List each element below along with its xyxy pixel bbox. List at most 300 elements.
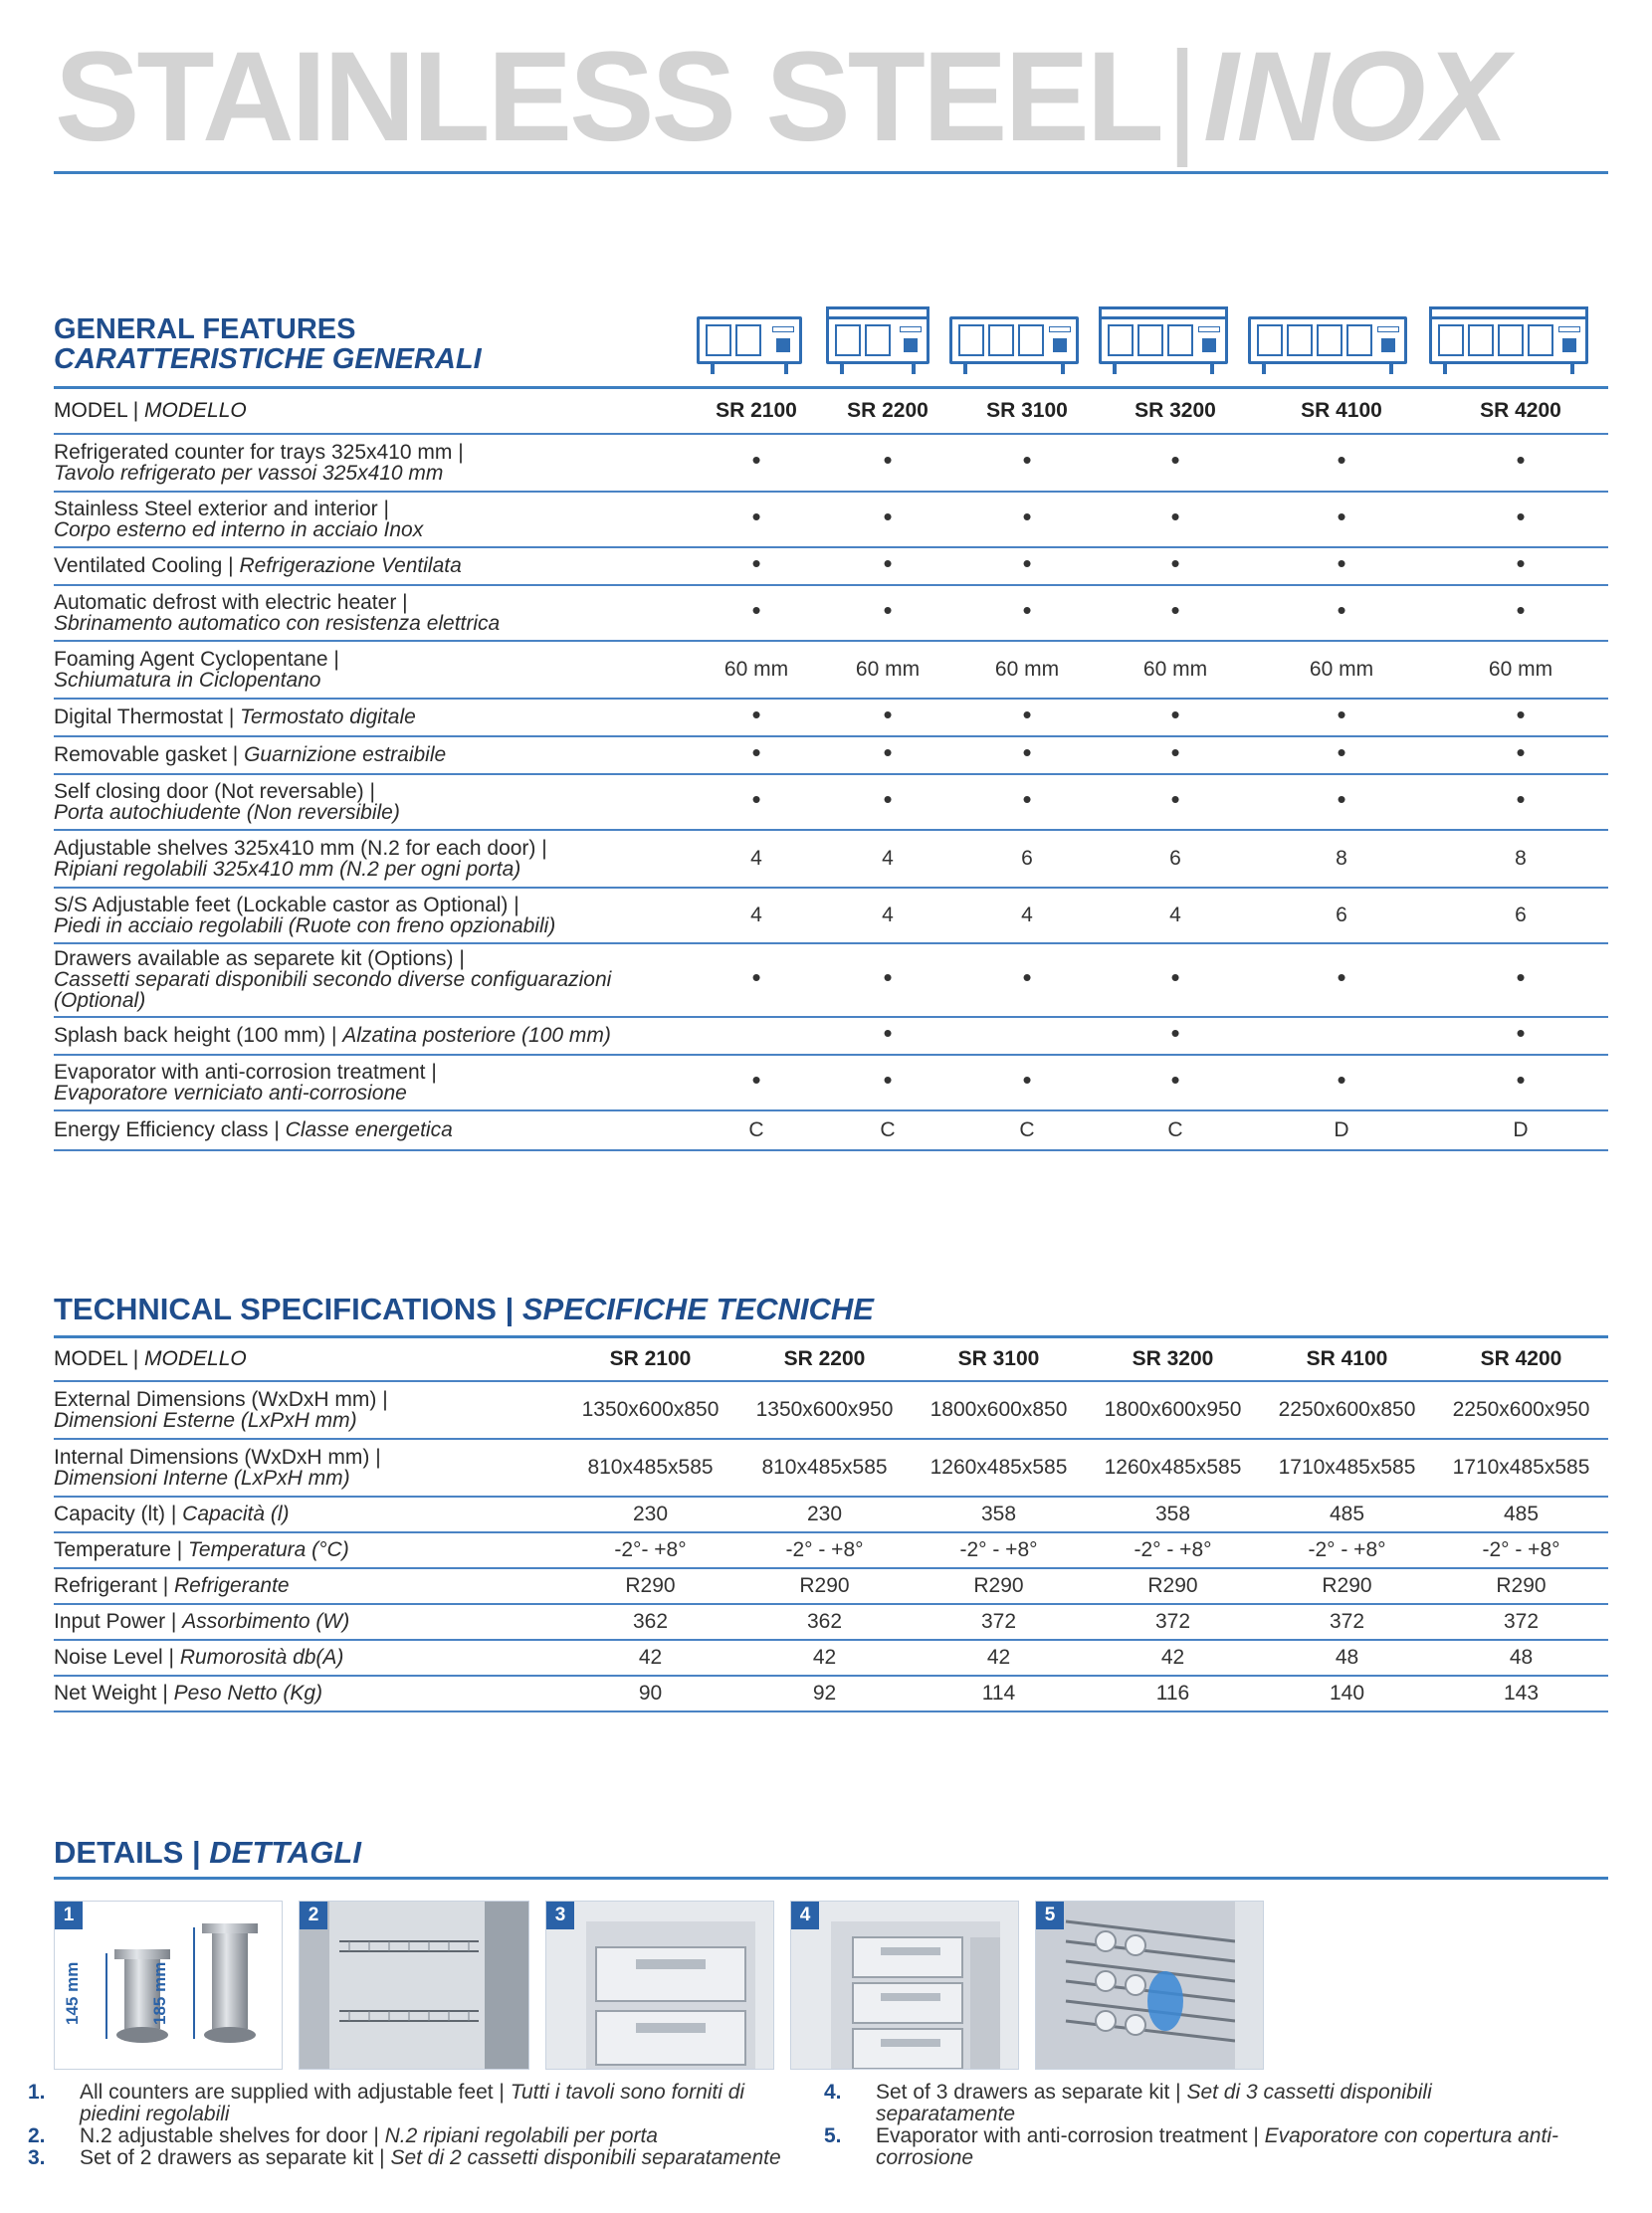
model-label-it: MODELLO [144, 1346, 247, 1370]
cell-value: 810x485x585 [587, 1455, 714, 1479]
model-header: SR 4200 [1434, 1337, 1608, 1381]
cell-value: • [883, 783, 893, 814]
table-cell [691, 888, 822, 943]
cell-value: • [883, 444, 893, 475]
row-label-en: Drawers available as separete kit (Options) | [54, 947, 465, 970]
row-label [54, 699, 691, 736]
cell-value: C [880, 1117, 896, 1141]
cell-value: • [883, 1064, 893, 1095]
cell-value: • [1516, 699, 1526, 729]
row-label [54, 1532, 563, 1568]
table-cell [1250, 1110, 1433, 1150]
table-cell [563, 1439, 737, 1497]
note-item [824, 2124, 1566, 2169]
table-cell [822, 774, 953, 830]
row-label-en: Evaporator with anti-corrosion treatment | [54, 1060, 437, 1084]
cell-value: • [1516, 736, 1526, 767]
table-cell [1101, 547, 1250, 585]
row-label [54, 1017, 691, 1055]
table-row [54, 585, 1608, 641]
table-cell [1434, 1439, 1608, 1497]
table-cell [1434, 1532, 1608, 1568]
table-row [54, 736, 1608, 774]
general-heading-it: CARATTERISTICHE GENERALI [54, 343, 482, 375]
table-row [54, 492, 1608, 547]
row-label-it: Alzatina posteriore (100 mm) [342, 1024, 611, 1047]
table-cell [822, 1055, 953, 1110]
table-cell [822, 943, 953, 1017]
table-cell [1433, 434, 1608, 492]
counter-4-door-icon [1248, 306, 1407, 380]
cell-value: • [1022, 699, 1032, 729]
technical-heading-en: TECHNICAL SPECIFICATIONS [54, 1292, 497, 1326]
note-item [28, 2146, 790, 2169]
table-cell [1434, 1676, 1608, 1711]
technical-header-row [54, 1337, 1608, 1381]
cell-value: • [883, 1017, 893, 1048]
details-notes-right [824, 2081, 1566, 2169]
cell-value: • [1170, 1064, 1180, 1095]
row-label-it: Refrigerazione Ventilata [239, 554, 462, 577]
counter-2-door-icon [697, 306, 802, 380]
table-cell [1433, 547, 1608, 585]
table-cell [822, 699, 953, 736]
cell-value: • [1170, 961, 1180, 992]
table-cell [822, 641, 953, 699]
cell-value: 6 [1169, 846, 1181, 870]
technical-spec-table [54, 1335, 1608, 1712]
table-cell [1260, 1532, 1434, 1568]
table-cell [1086, 1439, 1260, 1497]
cell-value: D [1334, 1117, 1349, 1141]
model-label-en: MODEL [54, 1346, 127, 1370]
cell-value: D [1513, 1117, 1529, 1141]
cell-value: 48 [1509, 1645, 1534, 1669]
technical-spec-heading [54, 1292, 874, 1327]
cell-value: • [1022, 1064, 1032, 1095]
cell-value: 372 [1503, 1609, 1540, 1633]
cell-value: 230 [632, 1502, 669, 1525]
table-row [54, 1497, 1608, 1532]
table-cell [822, 1017, 953, 1055]
table-cell [912, 1497, 1086, 1532]
detail-image-2-drawers [545, 1901, 774, 2070]
cell-value: 2250x600x950 [1452, 1397, 1590, 1421]
note-en: All counters are supplied with adjustable feet | [80, 2081, 505, 2104]
cell-value: • [1516, 501, 1526, 531]
cell-value: • [1337, 783, 1346, 814]
row-label [54, 641, 691, 699]
note-it: Set di 3 cassetti disponibili separatamente [876, 2081, 1432, 2125]
row-label-en: Removable gasket | [54, 743, 239, 766]
cell-value: -2° - +8° [1134, 1537, 1212, 1561]
table-cell [1260, 1676, 1434, 1711]
table-cell [953, 888, 1101, 943]
table-cell [1433, 699, 1608, 736]
table-cell [953, 492, 1101, 547]
cell-value: 60 mm [1309, 657, 1374, 681]
cell-value: • [1516, 444, 1526, 475]
row-label-en: Adjustable shelves 325x410 mm (N.2 for each door) | [54, 836, 547, 860]
model-header: SR 3100 [912, 1337, 1086, 1381]
table-cell [912, 1381, 1086, 1439]
cell-value: R290 [1147, 1573, 1198, 1597]
table-cell [822, 1110, 953, 1150]
table-row [54, 830, 1608, 888]
note-item [28, 2081, 790, 2125]
table-cell [1250, 888, 1433, 943]
row-label-en: Splash back height (100 mm) | [54, 1024, 337, 1047]
cell-value: • [1170, 444, 1180, 475]
table-cell [822, 888, 953, 943]
cell-value: 4 [750, 903, 762, 926]
row-label [54, 1381, 563, 1439]
table-cell [563, 1568, 737, 1604]
detail-image-feet [54, 1901, 283, 2070]
note-item [28, 2124, 790, 2147]
row-label-en: Noise Level | [54, 1646, 175, 1669]
row-label-it: Cassetti separati disponibili secondo diverse configuarazioni (Optional) [54, 968, 612, 1012]
table-cell [1250, 585, 1433, 641]
row-label-it: Tavolo refrigerato per vassoi 325x410 mm [54, 461, 444, 485]
cell-value: 1350x600x950 [755, 1397, 894, 1421]
cell-value: • [883, 501, 893, 531]
details-heading-en: DETAILS [54, 1835, 184, 1870]
row-label-en: Input Power | [54, 1610, 177, 1633]
table-row [54, 1676, 1608, 1711]
row-label [54, 736, 691, 774]
cell-value: 143 [1503, 1681, 1540, 1705]
table-cell [691, 1055, 822, 1110]
table-cell [822, 830, 953, 888]
row-label [54, 1640, 563, 1676]
model-header: SR 4200 [1433, 388, 1608, 434]
cell-value: • [883, 594, 893, 625]
table-cell [1101, 699, 1250, 736]
cell-value: • [1022, 501, 1032, 531]
cell-value: 60 mm [855, 657, 921, 681]
cell-value: 42 [986, 1645, 1011, 1669]
cell-value: • [1022, 547, 1032, 578]
table-cell [953, 434, 1101, 492]
cell-value: • [1337, 444, 1346, 475]
table-cell [822, 434, 953, 492]
cell-value: 485 [1503, 1502, 1540, 1525]
details-rule [54, 1877, 1608, 1880]
technical-heading-sep: | [505, 1292, 515, 1326]
cell-value: • [1170, 783, 1180, 814]
detail-number: 5 [1036, 1902, 1064, 1929]
table-cell [1433, 1055, 1608, 1110]
counter-pictograms [0, 306, 1652, 380]
row-label-en: Automatic defrost with electric heater | [54, 590, 408, 614]
cell-value: 372 [1154, 1609, 1191, 1633]
cell-value: 4 [1021, 903, 1033, 926]
cell-value: 4 [882, 846, 894, 870]
cell-value: 362 [632, 1609, 669, 1633]
cell-value: 1710x485x585 [1278, 1455, 1416, 1479]
row-label [54, 830, 691, 888]
row-label-en: Stainless Steel exterior and interior | [54, 497, 389, 520]
model-header: SR 4100 [1260, 1337, 1434, 1381]
note-it: Set di 2 cassetti disponibili separatamente [390, 2146, 781, 2169]
table-cell [1250, 434, 1433, 492]
row-label-it: Classe energetica [285, 1118, 453, 1141]
cell-value: 1260x485x585 [1104, 1455, 1242, 1479]
cell-value: 48 [1335, 1645, 1359, 1669]
table-cell [822, 547, 953, 585]
table-cell [691, 434, 822, 492]
table-cell [563, 1497, 737, 1532]
cell-value: • [1022, 444, 1032, 475]
cell-value: 1710x485x585 [1452, 1455, 1590, 1479]
model-header: SR 3200 [1101, 388, 1250, 434]
cell-value: • [1516, 1017, 1526, 1048]
table-cell [912, 1439, 1086, 1497]
note-en: Set of 3 drawers as separate kit | [876, 2081, 1181, 2104]
row-label-en: External Dimensions (WxDxH mm) | [54, 1387, 388, 1411]
cell-value: 1260x485x585 [929, 1455, 1068, 1479]
table-cell [563, 1532, 737, 1568]
table-cell [691, 547, 822, 585]
detail-image-3-drawers [790, 1901, 1019, 2070]
cell-value: 372 [980, 1609, 1017, 1633]
cell-value: • [751, 961, 761, 992]
cell-value: • [883, 699, 893, 729]
table-cell [1250, 547, 1433, 585]
model-label-it: MODELLO [144, 398, 247, 422]
table-row [54, 1640, 1608, 1676]
table-cell [737, 1532, 912, 1568]
table-cell [691, 943, 822, 1017]
detail-number: 4 [791, 1902, 819, 1929]
table-cell [912, 1604, 1086, 1640]
table-cell [691, 774, 822, 830]
table-row [54, 434, 1608, 492]
row-label-en: Energy Efficiency class | [54, 1118, 280, 1141]
cell-value: • [1337, 547, 1346, 578]
table-row [54, 1381, 1608, 1439]
cell-value: 8 [1336, 846, 1347, 870]
general-header-row [54, 388, 1608, 434]
row-label-en: Refrigerant | [54, 1574, 169, 1597]
row-label-en: Ventilated Cooling | [54, 554, 234, 577]
model-label-en: MODEL [54, 398, 127, 422]
counter-3-door-splash-icon [1099, 306, 1228, 380]
table-cell [822, 585, 953, 641]
detail-image-evaporator [1035, 1901, 1264, 2070]
cell-value: 362 [806, 1609, 843, 1633]
table-cell [1250, 699, 1433, 736]
general-heading-en: GENERAL FEATURES [54, 313, 356, 345]
table-cell [1433, 1017, 1608, 1055]
cell-value: • [751, 547, 761, 578]
row-label-en: Capacity (lt) | [54, 1503, 177, 1525]
table-row [54, 1017, 1608, 1055]
table-row [54, 1439, 1608, 1497]
model-label: MODEL | MODELLO [54, 1337, 563, 1381]
row-label-it: Capacità (l) [182, 1503, 290, 1525]
cell-value: 42 [812, 1645, 837, 1669]
row-label [54, 1568, 563, 1604]
table-cell [912, 1568, 1086, 1604]
cell-value: • [751, 1064, 761, 1095]
cell-value: • [751, 501, 761, 531]
note-it: Evaporatore con copertura anti-corrosione [876, 2124, 1558, 2169]
cell-value: • [1170, 594, 1180, 625]
table-cell [953, 1055, 1101, 1110]
row-label-it: Assorbimento (W) [182, 1610, 350, 1633]
row-label-it: Ripiani regolabili 325x410 mm (N.2 per ogni porta) [54, 857, 521, 881]
row-label-en: Net Weight | [54, 1682, 168, 1705]
row-label-it: Sbrinamento automatico con resistenza elettrica [54, 611, 501, 635]
table-cell [953, 641, 1101, 699]
table-cell [1101, 1110, 1250, 1150]
cell-value: 140 [1329, 1681, 1365, 1705]
detail-number: 3 [546, 1902, 574, 1929]
cell-value: C [1019, 1117, 1035, 1141]
row-label-it: Porta autochiudente (Non reversibile) [54, 800, 400, 824]
table-cell [1086, 1497, 1260, 1532]
model-header: SR 2200 [737, 1337, 912, 1381]
table-cell [1433, 943, 1608, 1017]
table-cell [1101, 434, 1250, 492]
cell-value: 6 [1515, 903, 1527, 926]
note-en: Evaporator with anti-corrosion treatment | [876, 2124, 1259, 2147]
row-label [54, 1055, 691, 1110]
note-item [824, 2081, 1566, 2125]
table-cell [953, 585, 1101, 641]
row-label-it: Schiumatura in Ciclopentano [54, 668, 321, 692]
counter-4-door-splash-icon [1429, 306, 1588, 380]
cell-value: • [751, 736, 761, 767]
cell-value: 60 mm [723, 657, 789, 681]
row-label-en: Internal Dimensions (WxDxH mm) | [54, 1445, 381, 1469]
cell-value: • [1516, 783, 1526, 814]
details-notes-left [28, 2081, 790, 2169]
note-en: Set of 2 drawers as separate kit | [80, 2146, 385, 2169]
cell-value: 116 [1155, 1681, 1190, 1705]
note-en: N.2 adjustable shelves for door | [80, 2124, 379, 2147]
table-cell [691, 830, 822, 888]
cell-value: • [751, 783, 761, 814]
cell-value: 810x485x585 [761, 1455, 888, 1479]
cell-value: • [1022, 594, 1032, 625]
table-row [54, 943, 1608, 1017]
table-cell [1250, 774, 1433, 830]
cell-value: 1800x600x950 [1104, 1397, 1242, 1421]
table-cell [1086, 1604, 1260, 1640]
cell-value: R290 [1496, 1573, 1547, 1597]
table-row [54, 547, 1608, 585]
row-label [54, 585, 691, 641]
table-cell [1101, 641, 1250, 699]
cell-value: 230 [806, 1502, 843, 1525]
cell-value: 4 [1169, 903, 1181, 926]
table-cell [1433, 774, 1608, 830]
table-cell [1434, 1640, 1608, 1676]
title-rule [54, 171, 1608, 174]
row-label-en: Refrigerated counter for trays 325x410 mm | [54, 440, 464, 464]
row-label-en: Foaming Agent Cyclopentane | [54, 647, 339, 671]
evaporator-illustration [1036, 1902, 1264, 2070]
model-header: SR 3100 [953, 388, 1101, 434]
table-cell [737, 1604, 912, 1640]
table-cell [1101, 1017, 1250, 1055]
table-cell [953, 736, 1101, 774]
table-cell [1250, 641, 1433, 699]
row-label-it: Piedi in acciaio regolabili (Ruote con freno opzionabili) [54, 913, 556, 937]
table-cell [1434, 1568, 1608, 1604]
cell-value: • [751, 699, 761, 729]
row-label-it: Dimensioni Interne (LxPxH mm) [54, 1466, 350, 1490]
detail-number: 2 [300, 1902, 327, 1929]
cell-value: 358 [1154, 1502, 1191, 1525]
dimension-label: 185 mm [150, 1961, 169, 2025]
counter-2-door-splash-icon [826, 306, 929, 380]
details-heading-it: DETTAGLI [209, 1835, 361, 1870]
cell-value: R290 [973, 1573, 1024, 1597]
table-cell [1434, 1497, 1608, 1532]
row-label-it: Guarnizione estraibile [244, 743, 447, 766]
cell-value: • [1170, 501, 1180, 531]
table-cell [953, 943, 1101, 1017]
cell-value: R290 [1322, 1573, 1372, 1597]
title-separator: | [1165, 26, 1199, 168]
cell-value: • [1170, 547, 1180, 578]
cell-value: 92 [812, 1681, 837, 1705]
table-cell [563, 1604, 737, 1640]
cell-value: • [1337, 1064, 1346, 1095]
table-cell [1101, 492, 1250, 547]
row-label-en: Digital Thermostat | [54, 705, 235, 728]
cell-value: • [1337, 699, 1346, 729]
cell-value: • [1170, 1017, 1180, 1048]
row-label [54, 1604, 563, 1640]
dimension-label: 145 mm [63, 1961, 82, 2025]
table-cell [912, 1532, 1086, 1568]
table-cell [1086, 1568, 1260, 1604]
cell-value: 372 [1329, 1609, 1365, 1633]
table-cell [691, 641, 822, 699]
table-cell [691, 1110, 822, 1150]
cell-value: -2° - +8° [1308, 1537, 1386, 1561]
table-cell [1250, 830, 1433, 888]
row-label [54, 492, 691, 547]
table-cell [1433, 888, 1608, 943]
table-cell [1250, 736, 1433, 774]
table-cell [1250, 492, 1433, 547]
cell-value: • [1022, 961, 1032, 992]
cell-value: 90 [638, 1681, 663, 1705]
cell-value: • [1516, 1064, 1526, 1095]
table-cell [1260, 1568, 1434, 1604]
cell-value: 6 [1021, 846, 1033, 870]
cell-value: 1800x600x850 [929, 1397, 1068, 1421]
row-label [54, 1676, 563, 1711]
table-cell [953, 699, 1101, 736]
table-cell [563, 1640, 737, 1676]
table-row [54, 699, 1608, 736]
table-cell [1250, 1055, 1433, 1110]
row-label-it: Refrigerante [174, 1574, 290, 1597]
cell-value: • [1516, 594, 1526, 625]
row-label-en: Temperature | [54, 1538, 183, 1561]
model-header: SR 4100 [1250, 388, 1433, 434]
cell-value: • [1170, 736, 1180, 767]
note-number: 1. [28, 2081, 46, 2104]
table-cell [1260, 1497, 1434, 1532]
